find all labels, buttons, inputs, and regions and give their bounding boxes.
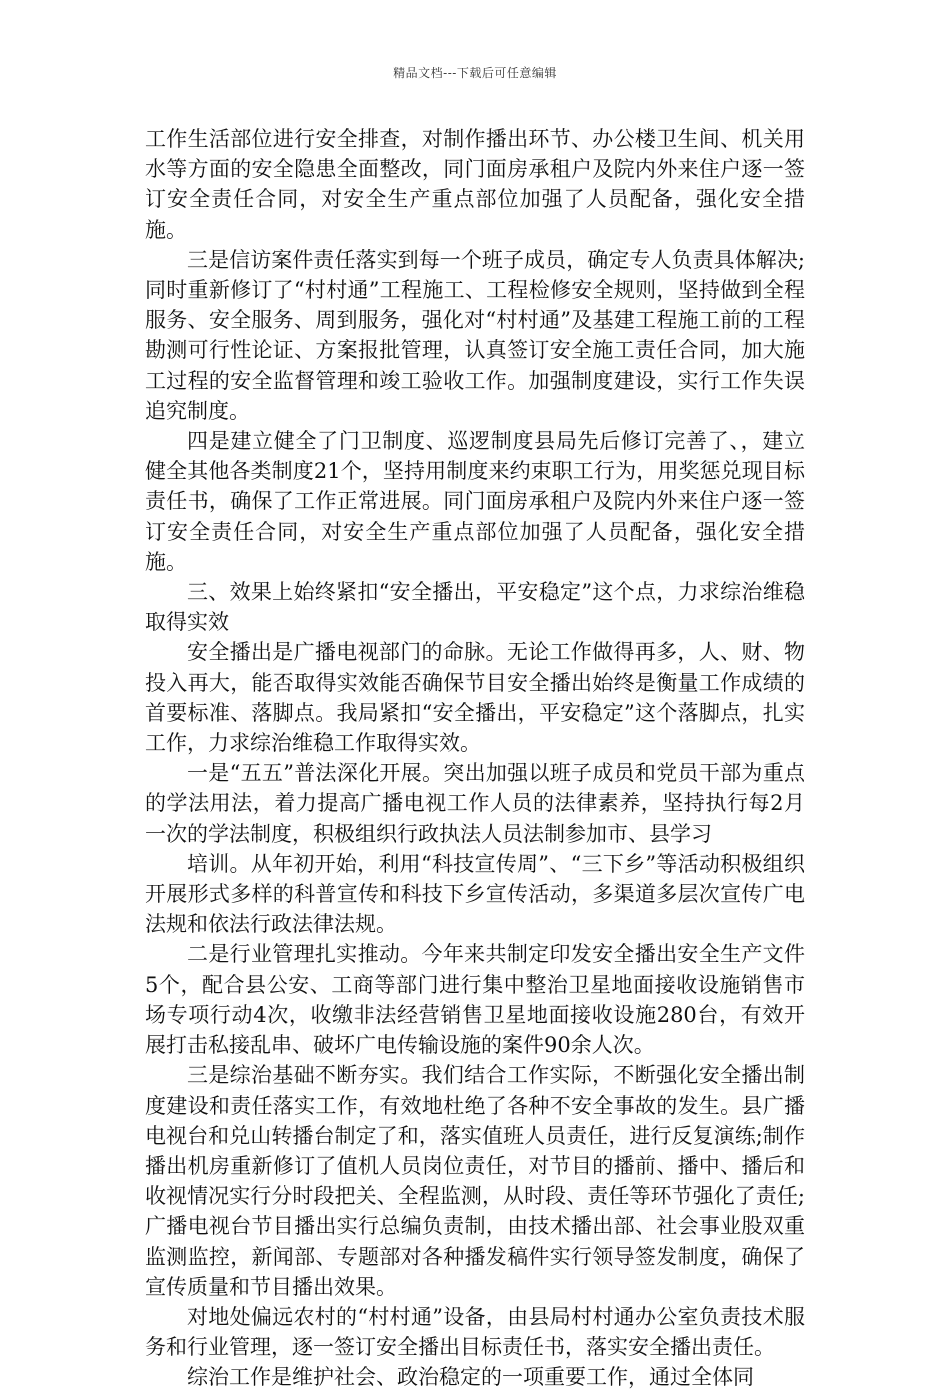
section-heading: 三、效果上始终紧扣“安全播出，平安稳定”这个点，力求综治维稳取得实效 xyxy=(145,580,805,635)
paragraph-continuation: 工作生活部位进行安全排查，对制作播出环节、办公楼卫生间、机关用水等方面的安全隐患全面整改，同门面房承租户及院内外来住户逐一签订安全责任合同，对安全生产重点部位加强了人员配备，强化安全措施。 xyxy=(145,127,805,242)
paragraph: 综治工作是维护社会、政治稳定的一项重要工作，通过全体同 xyxy=(187,1365,754,1390)
page-header: 精品文档---下载后可任意编辑 xyxy=(393,66,557,80)
paragraph: 二是行业管理扎实推动。今年来共制定印发安全播出安全生产文件5个，配合县公安、工商等部门进行集中整治卫星地面接收设施销售市场专项行动4次，收缴非法经营销售卫星地面接收设施280台，有效开展打击私接乱串、破坏广电传输设施的案件90余人次。 xyxy=(145,942,805,1058)
paragraph: 三是信访案件责任落实到每一个班子成员，确定专人负责具体解决;同时重新修订了“村村通”工程施工、工程检修安全规则，坚持做到全程服务、安全服务、周到服务，强化对“村村通”及基建工程施工前的工程勘测可行性论证、方案报批管理，认真签订安全施工责任合同，加大施工过程的安全监督管理和竣工验收工作。加强制度建设，实行工作失误追究制度。 xyxy=(145,247,805,423)
paragraph: 三是综治基础不断夯实。我们结合工作实际，不断强化安全播出制度建设和责任落实工作，有效地杜绝了各种不安全事故的发生。县广播电视台和兑山转播台制定了和，落实值班人员责任，进行反复演练;制作播出机房重新修订了值机人员岗位责任，对节目的播前、播中、播后和收视情况实行分时段把关、全程监测，从时段、责任等环节强化了责任;广播电视台节目播出实行总编负责制，由技术播出部、社会事业股双重监测监控，新闻部、专题部对各种播发稿件实行领导签发制度，确保了宣传质量和节目播出效果。 xyxy=(145,1063,805,1299)
paragraph: 一是“五五”普法深化开展。突出加强以班子成员和党员干部为重点的学法用法，着力提高广播电视工作人员的法律素养，坚持执行每2月一次的学法制度，积极组织行政执法人员法制参加市、县学习 xyxy=(145,761,805,846)
document-body xyxy=(145,124,805,1393)
paragraph: 四是建立健全了门卫制度、巡逻制度县局先后修订完善了、，建立健全其他各类制度21个，坚持用制度来约束职工行为，用奖惩兑现目标责任书，确保了工作正常进展。同门面房承租户及院内外来住户逐一签订安全责任合同，对安全生产重点部位加强了人员配备，强化安全措施。 xyxy=(145,429,805,574)
paragraph: 安全播出是广播电视部门的命脉。无论工作做得再多，人、财、物投入再大，能否取得实效能否确保节目安全播出始终是衡量工作成绩的首要标准、落脚点。我局紧扣“安全播出，平安稳定”这个落脚点，扎实工作，力求综治维稳工作取得实效。 xyxy=(145,640,805,756)
paragraph: 对地处偏远农村的“村村通”设备，由县局村村通办公室负责技术服务和行业管理，逐一签订安全播出目标责任书，落实安全播出责任。 xyxy=(145,1304,805,1360)
paragraph: 培训。从年初开始，利用“科技宣传周”、“三下乡”等活动积极组织开展形式多样的科普宣传和科技下乡宣传活动，多渠道多层次宣传广电法规和依法行政法律法规。 xyxy=(145,851,805,937)
